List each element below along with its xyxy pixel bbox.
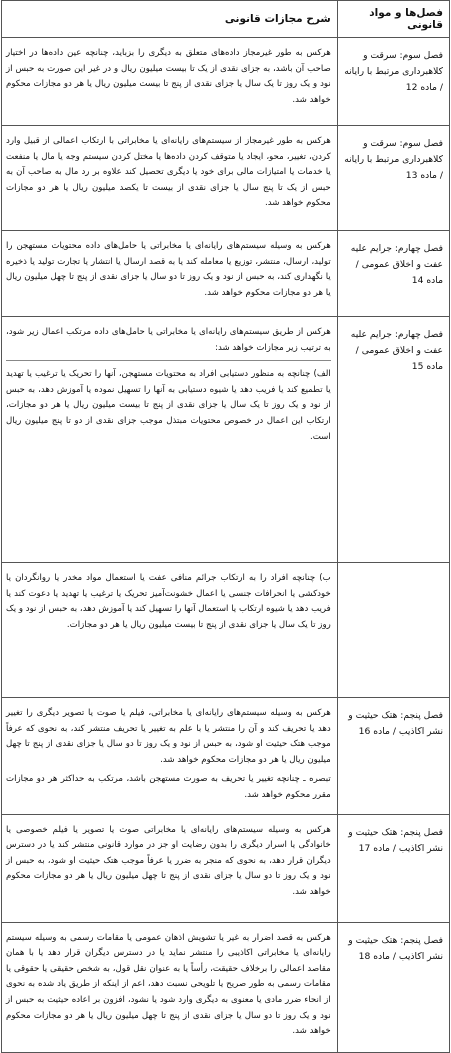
explanation-text: هرکس به طور غیرمجاز داده‌های متعلق به دیگری را بزباید، چنانچه عین داده‌ها در اختیار صاحب آن باشد، به جزای نقدی از یک تا بیست میلیون ریال و در غیر این صورت به حبس از نود و یک روز تا یک سال یا جزای نقدی از پنج تا بیست میلیون ریال یا هر دو مجازات محکوم خواهد شد.: [6, 48, 331, 105]
chapter-cell: فصل سوم: سرقت و کلاهبرداری مرتبط با رایانه / ماده 12: [337, 38, 449, 126]
header-chapter: فصل‌ها و مواد قانونی: [337, 1, 449, 38]
explanation-text: هرکس به طور غیرمجاز از سیستم‌های رایانه‌ای یا مخابراتی با ارتکاب اعمالی از قبیل وارد کردن، تغییر، محو، ایجاد یا متوقف کردن داده‌ها یا مختل کردن سیستم وجه یا مال یا منفعت یا خدمات یا امتیازات مالی برای خود یا دیگری تحصیل کند علاوه بر رد مال به صاحب آن به حبس از یک تا پنج سال یا جزای نقدی از بیست تا یکصد میلیون ریال یا هر دو مجازات محکوم خواهد شد.: [6, 136, 331, 209]
explanation-cell: [2, 922, 338, 1052]
explanation-text: هرکس به وسیله سیستم‌های رایانه‌ای یا مخابراتی صوت یا تصویر یا فیلم خصوصی یا خانوادگی یا اسرار دیگری را بدون رضایت او جز در موارد قانونی منتشر کند یا در دسترس دیگران قرار دهد، به نحوی که منجر به ضرر یا عرفاً موجب هتک حیثیت او شود، به حبس از نود و یک روز تا دو سال یا جزای نقدی از پنج تا چهل میلیون ریال یا هر دو مجازات محکوم خواهد شد.: [6, 824, 331, 897]
table-row: [2, 231, 450, 317]
chapter-cell: فصل چهارم: جرایم علیه عفت و اخلاق عمومی / ماده 15: [337, 317, 449, 563]
table-row: [2, 126, 450, 231]
table-row: [2, 814, 450, 922]
explanation-text: هرکس به وسیله سیستم‌های رایانه‌ای یا مخابراتی یا حامل‌های داده محتویات مستهجن را تولید، ارسال، منتشر، توزیع یا معامله کند یا به قصد ارسال یا انتشار یا تجارت تولید یا ذخیره یا نگهداری کند، به حبس از نود و یک روز تا دو سال یا جزای نقدی از پنج تا چهل میلیون ریال یا هر دو مجازات محکوم خواهد شد.: [6, 241, 331, 298]
table-header-row: [2, 1, 450, 38]
chapter-cell: فصل سوم: سرقت و کلاهبرداری مرتبط با رایانه / ماده 13: [337, 126, 449, 231]
explanation-text: هرکس به قصد اضرار به غیر یا تشویش اذهان عمومی یا مقامات رسمی به وسیله سیستم رایانه‌ای یا مخابراتی اکاذیبی را منتشر نماید یا در دسترس دیگران قرار دهد یا با همان مقاصد اعمالی را برخلاف حقیقت، رأساً یا به عنوان نقل قول، به شخص حقیقی یا حقوقی یا مقامات رسمی به طور صریح یا تلویحی نسبت دهد، اعم از اینکه از طریق یاد شده به نحوی از انحاء ضرر مادی یا معنوی به دیگری وارد شود یا نشود، افزون بر اعاده حیثیت به حبس از نود و یک روز تا دو سال یا جزای نقدی از پنج تا چهل میلیون ریال یا هر دو مجازات محکوم خواهد شد.: [6, 932, 331, 1037]
explanation-cell: [2, 698, 338, 815]
law-table: [1, 0, 450, 1053]
table-row: [2, 38, 450, 126]
chapter-cell: فصل پنجم: هتک حیثیت و نشر اکاذیب / ماده 17: [337, 814, 449, 922]
table-row: [2, 698, 450, 815]
table-row: [2, 563, 450, 698]
explanation-cell: [2, 38, 338, 126]
explanation-cell: [2, 126, 338, 231]
explanation-cell: [2, 317, 338, 563]
explanation-cell: [2, 814, 338, 922]
explanation-note: تبصره ـ چنانچه تغییر یا تحریف به صورت مستهجن باشد، مرتکب به حداکثر هر دو مجازات مقرر محکوم خواهد شد.: [6, 774, 331, 800]
explanation-intro: هرکس از طریق سیستم‌های رایانه‌ای یا مخابراتی یا حامل‌های داده مرتکب اعمال زیر شود، به ترتیب زیر مجازات خواهد شد:: [6, 327, 331, 353]
explanation-text: هرکس به وسیله سیستم‌های رایانه‌ای یا مخابراتی، فیلم یا صوت یا تصویر دیگری را تغییر دهد یا تحریف کند و آن را منتشر یا با علم به تغییر یا تحریف منتشر کند، به نحوی که عرفاً موجب هتک حیثیت او شود، به حبس از نود و یک روز تا دو سال یا جزای نقدی از پنج تا چهل میلیون ریال یا هر دو مجازات محکوم خواهد شد.: [6, 708, 331, 765]
chapter-cell: [337, 563, 449, 698]
chapter-cell: فصل چهارم: جرایم علیه عفت و اخلاق عمومی / ماده 14: [337, 231, 449, 317]
table-row: [2, 317, 450, 563]
explanation-cell: [2, 563, 338, 698]
chapter-cell: فصل پنجم: هتک حیثیت و نشر اکاذیب / ماده 18: [337, 922, 449, 1052]
explanation-cell: [2, 231, 338, 317]
header-explanation: شرح مجازات قانونی: [2, 1, 338, 38]
table-row: [2, 922, 450, 1052]
explanation-clause-a: الف) چنانچه به منظور دستیابی افراد به محتویات مستهجن، آنها را تحریک یا ترغیب یا تهدید یا تطمیع کند یا فریب دهد یا شیوه دستیابی به آنها را تسهیل نموده یا آموزش دهد، به حبس از نود و یک روز تا یک سال یا جزای نقدی از پنج تا بیست میلیون ریال یا هر دو مجازات، ارتکاب این اعمال در خصوص محتویات مبتذل موجب جزای نقدی از دو تا پنج میلیون ریال است.: [6, 360, 331, 445]
chapter-cell: فصل پنجم: هتک حیثیت و نشر اکاذیب / ماده 16: [337, 698, 449, 815]
explanation-clause-b: ب) چنانچه افراد را به ارتکاب جرائم منافی عفت یا استعمال مواد مخدر یا روانگردان یا خودکشی یا انحرافات جنسی یا اعمال خشونت‌آمیز تحریک یا ترغیب یا تهدید یا دعوت کند یا فریب دهد یا شیوه ارتکاب یا استعمال آنها را تسهیل کند یا آموزش دهد، به حبس از نود و یک روز تا یک سال یا جزای نقدی از پنج تا بیست میلیون ریال یا هر دو مجازات.: [6, 573, 331, 630]
